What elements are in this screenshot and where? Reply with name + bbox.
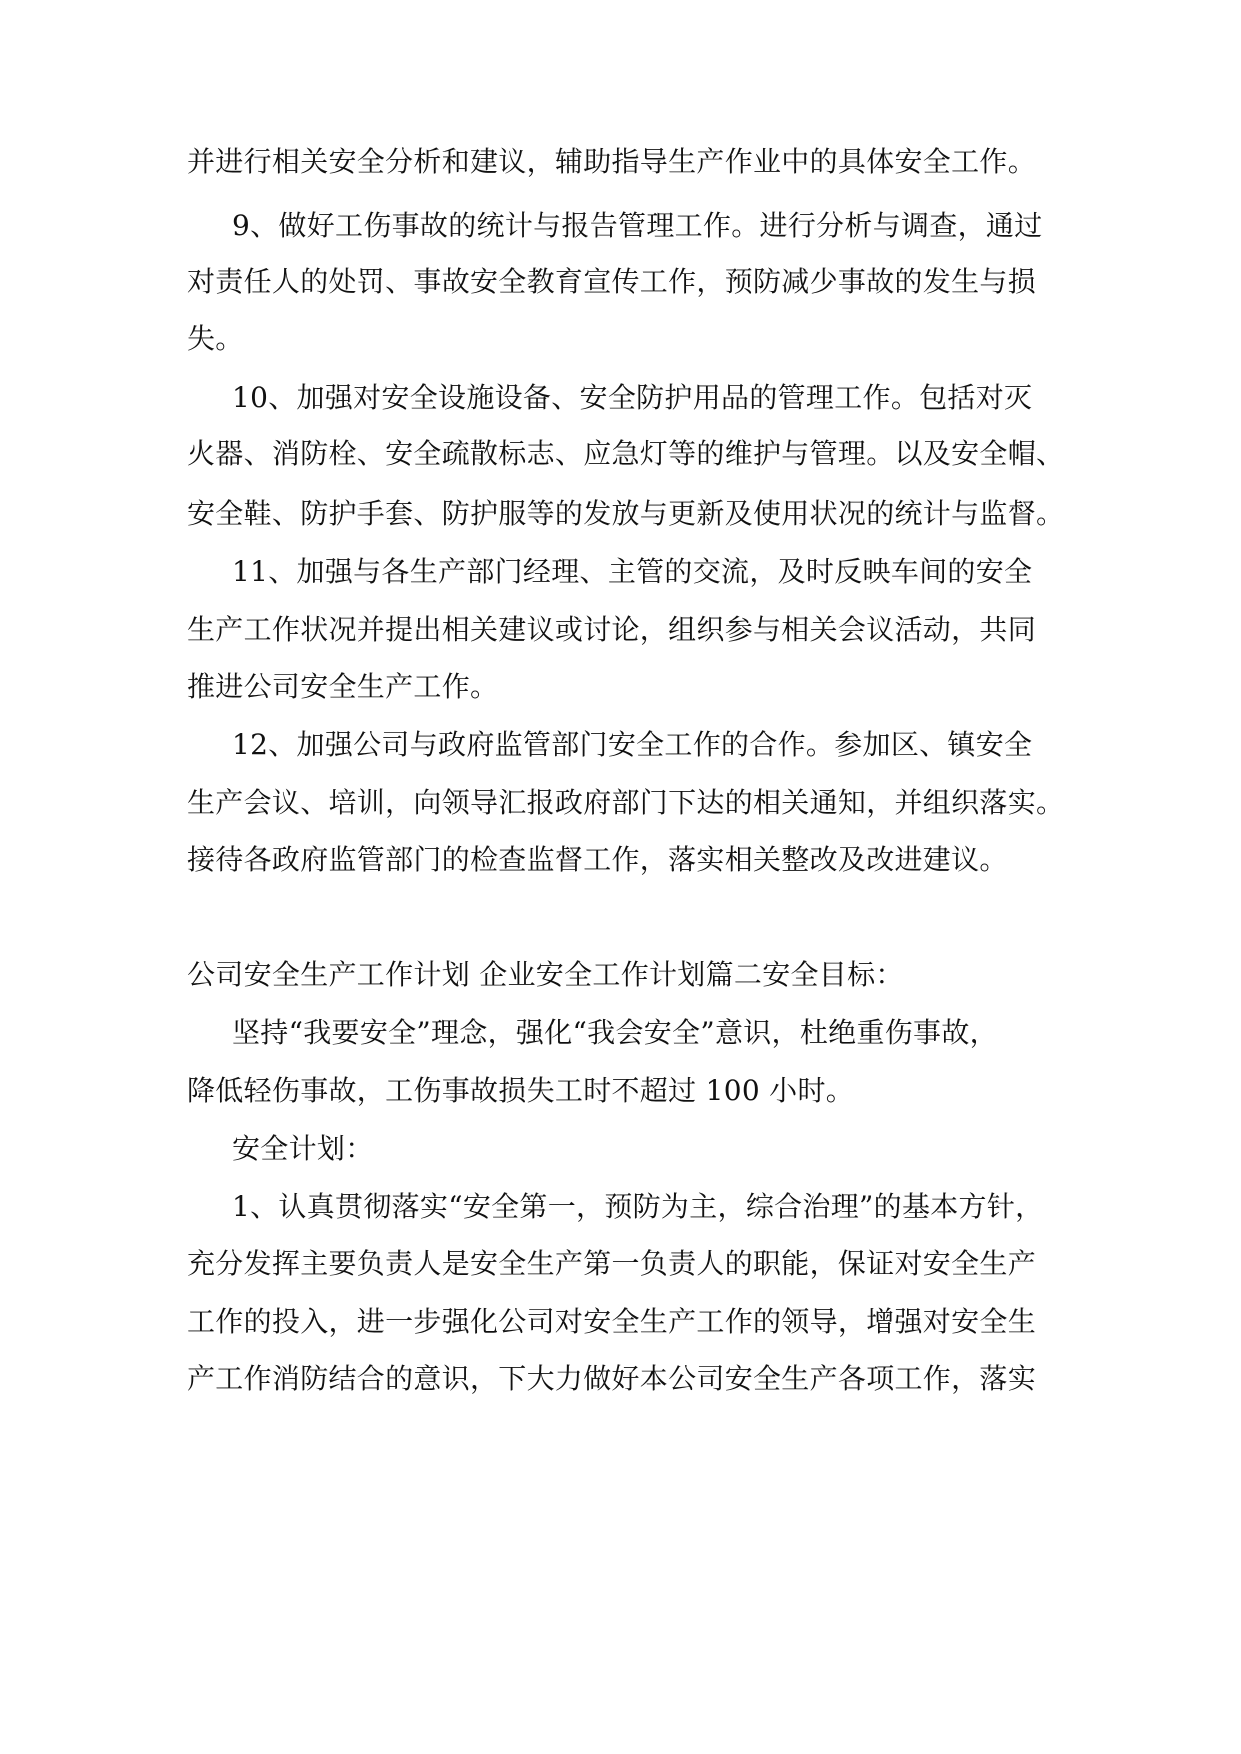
text-line: 产工作消防结合的意识，下大力做好本公司安全生产各项工作，落实 xyxy=(187,1362,1037,1395)
text-line: 充分发挥主要负责人是安全生产第一负责人的职能，保证对安全生产 xyxy=(187,1247,1037,1280)
text-line: 火器、消防栓、安全疏散标志、应急灯等的维护与管理。以及安全帽、 xyxy=(187,437,1065,470)
item-12-line: 12、加强公司与政府监管部门安全工作的合作。参加区、镇安全 xyxy=(232,728,1033,761)
text-line: 安全鞋、防护手套、防护服等的发放与更新及使用状况的统计与监督。 xyxy=(187,497,1065,530)
text-line: 工作的投入，进一步强化公司对安全生产工作的领导，增强对安全生 xyxy=(187,1305,1037,1338)
text-line: 失。 xyxy=(187,322,244,355)
item-11-line: 11、加强与各生产部门经理、主管的交流，及时反映车间的安全 xyxy=(232,555,1033,588)
text-line: 推进公司安全生产工作。 xyxy=(187,670,499,703)
section-heading: 公司安全生产工作计划 企业安全工作计划篇二安全目标： xyxy=(187,958,904,991)
item-9-line: 9、做好工伤事故的统计与报告管理工作。进行分析与调查，通过 xyxy=(232,209,1043,242)
text-line: 对责任人的处罚、事故安全教育宣传工作，预防减少事故的发生与损 xyxy=(187,265,1037,298)
safety-plan-label: 安全计划： xyxy=(232,1132,374,1165)
safety-goal-line: 坚持“我要安全”理念，强化“我会安全”意识，杜绝重伤事故， xyxy=(232,1016,998,1049)
item-1-line: 1、认真贯彻落实“安全第一，预防为主，综合治理”的基本方针， xyxy=(232,1190,1044,1223)
text-line: 生产会议、培训，向领导汇报政府部门下达的相关通知，并组织落实。 xyxy=(187,786,1065,819)
item-10-line: 10、加强对安全设施设备、安全防护用品的管理工作。包括对灭 xyxy=(232,381,1033,414)
text-line: 并进行相关安全分析和建议，辅助指导生产作业中的具体安全工作。 xyxy=(187,145,1037,178)
text-line: 生产工作状况并提出相关建议或讨论，组织参与相关会议活动，共同 xyxy=(187,613,1037,646)
text-line: 接待各政府监管部门的检查监督工作，落实相关整改及改进建议。 xyxy=(187,843,1008,876)
text-line: 降低轻伤事故，工伤事故损失工时不超过 100 小时。 xyxy=(187,1074,855,1107)
